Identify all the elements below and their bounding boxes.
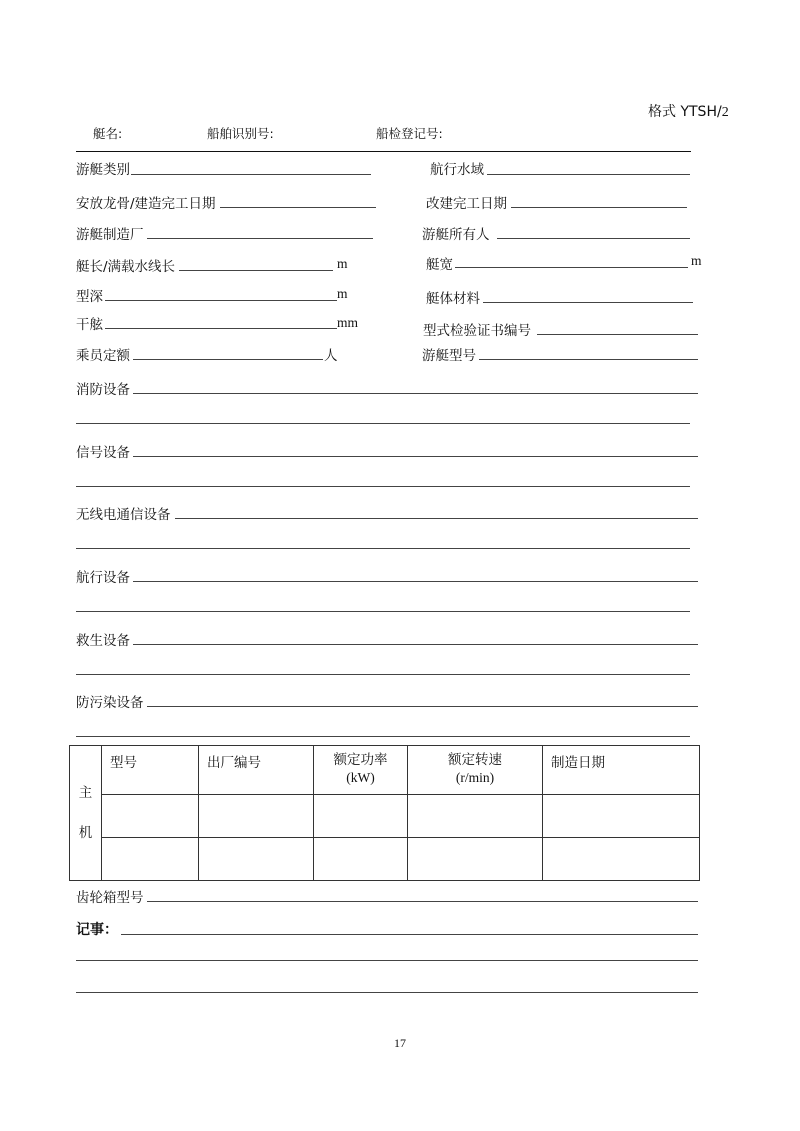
breadth-field[interactable] (455, 267, 688, 268)
remarks-label: 记事： (76, 922, 118, 938)
manufacturer-field[interactable] (147, 238, 373, 239)
cell-date-2[interactable] (543, 838, 700, 881)
depth-label: 型深 (76, 289, 103, 305)
lifesaving-equipment-field[interactable] (133, 644, 698, 645)
pollution-equipment-field-2[interactable] (76, 736, 690, 737)
header-power-unit: (kW) (346, 770, 375, 785)
remarks-field-3[interactable] (76, 992, 698, 993)
header-speed-unit: (r/min) (455, 770, 495, 785)
signal-equipment-field[interactable] (133, 456, 698, 457)
crew-capacity-field[interactable] (133, 359, 323, 360)
freeboard-label: 干舷 (76, 317, 103, 333)
format-code-text: 格式 YTSH/ (648, 104, 722, 120)
page-number: 17 (394, 1036, 406, 1050)
format-code (648, 101, 729, 121)
fire-equipment-label: 消防设备 (76, 382, 130, 398)
navigation-area-field[interactable] (487, 174, 690, 175)
breadth-label: 艇宽 (426, 257, 453, 273)
cell-serial-1[interactable] (199, 795, 314, 838)
hull-material-field[interactable] (483, 302, 693, 303)
header-date-text: 制造日期 (551, 755, 605, 771)
radio-equipment-field[interactable] (175, 518, 698, 519)
freeboard-field[interactable] (105, 328, 337, 329)
survey-reg-label: 船检登记号: (376, 126, 443, 141)
keel-date-field[interactable] (220, 207, 376, 208)
depth-field[interactable] (105, 300, 337, 301)
cell-model-2[interactable] (102, 838, 199, 881)
type-cert-label: 型式检验证书编号 (423, 323, 531, 339)
main-engine-side-label (70, 746, 102, 881)
navigation-equipment-field-2[interactable] (76, 611, 690, 612)
rebuild-date-label: 改建完工日期 (426, 196, 507, 212)
owner-label: 游艇所有人 (422, 227, 490, 243)
crew-capacity-label: 乘员定额 (76, 348, 130, 364)
format-code-suffix: 2 (721, 105, 729, 120)
gearbox-field[interactable] (147, 901, 698, 902)
header-model-text: 型号 (110, 755, 137, 771)
lifesaving-equipment-label: 救生设备 (76, 633, 130, 649)
hull-material-label: 艇体材料 (426, 291, 480, 307)
remarks-field-2[interactable] (76, 960, 698, 961)
gearbox-label: 齿轮箱型号 (76, 890, 144, 906)
yacht-model-label: 游艇型号 (422, 348, 476, 364)
header-power (314, 746, 408, 795)
boat-name-label: 艇名: (93, 126, 123, 141)
header-rule (76, 151, 691, 152)
crew-unit: 人 (324, 348, 338, 364)
side-label-main: 主 (78, 785, 93, 801)
engine-table-header-row (70, 746, 700, 795)
breadth-unit: m (691, 253, 702, 268)
radio-equipment-label: 无线电通信设备 (76, 507, 171, 523)
yacht-category-field[interactable] (131, 174, 371, 175)
pollution-equipment-label: 防污染设备 (76, 695, 144, 711)
table-row (70, 795, 700, 838)
keel-date-label: 安放龙骨/建造完工日期 (76, 196, 216, 212)
ship-id-label: 船舶识别号: (207, 126, 274, 141)
navigation-equipment-label: 航行设备 (76, 570, 130, 586)
header-date (543, 746, 700, 795)
pollution-equipment-field[interactable] (147, 706, 698, 707)
table-row (70, 838, 700, 881)
cell-model-1[interactable] (102, 795, 199, 838)
signal-equipment-label: 信号设备 (76, 445, 130, 461)
length-label: 艇长/满载水线长 (76, 259, 176, 275)
owner-field[interactable] (497, 238, 690, 239)
header-speed-text: 额定转速 (448, 752, 502, 768)
radio-equipment-field-2[interactable] (76, 548, 690, 549)
length-unit: m (337, 256, 348, 271)
signal-equipment-field-2[interactable] (76, 486, 690, 487)
header-model (102, 746, 199, 795)
navigation-area-label: 航行水域 (430, 162, 484, 178)
cell-power-1[interactable] (314, 795, 408, 838)
cell-serial-2[interactable] (199, 838, 314, 881)
freeboard-unit: mm (337, 315, 359, 330)
type-cert-field[interactable] (537, 334, 698, 335)
yacht-category-label: 游艇类别 (76, 162, 130, 178)
header-speed (408, 746, 543, 795)
fire-equipment-field[interactable] (133, 393, 698, 394)
cell-power-2[interactable] (314, 838, 408, 881)
manufacturer-label: 游艇制造厂 (76, 227, 144, 243)
length-field[interactable] (179, 270, 333, 271)
header-serial-text: 出厂编号 (207, 755, 261, 771)
yacht-model-field[interactable] (479, 359, 698, 360)
depth-unit: m (337, 286, 348, 301)
cell-speed-2[interactable] (408, 838, 543, 881)
rebuild-date-field[interactable] (511, 207, 687, 208)
main-engine-table (69, 745, 700, 881)
fire-equipment-field-2[interactable] (76, 423, 690, 424)
cell-date-1[interactable] (543, 795, 700, 838)
side-label-engine: 机 (78, 825, 93, 841)
navigation-equipment-field[interactable] (133, 581, 698, 582)
lifesaving-equipment-field-2[interactable] (76, 674, 690, 675)
header-power-text: 额定功率 (333, 752, 388, 768)
header-serial (199, 746, 314, 795)
remarks-field[interactable] (121, 934, 698, 935)
cell-speed-1[interactable] (408, 795, 543, 838)
